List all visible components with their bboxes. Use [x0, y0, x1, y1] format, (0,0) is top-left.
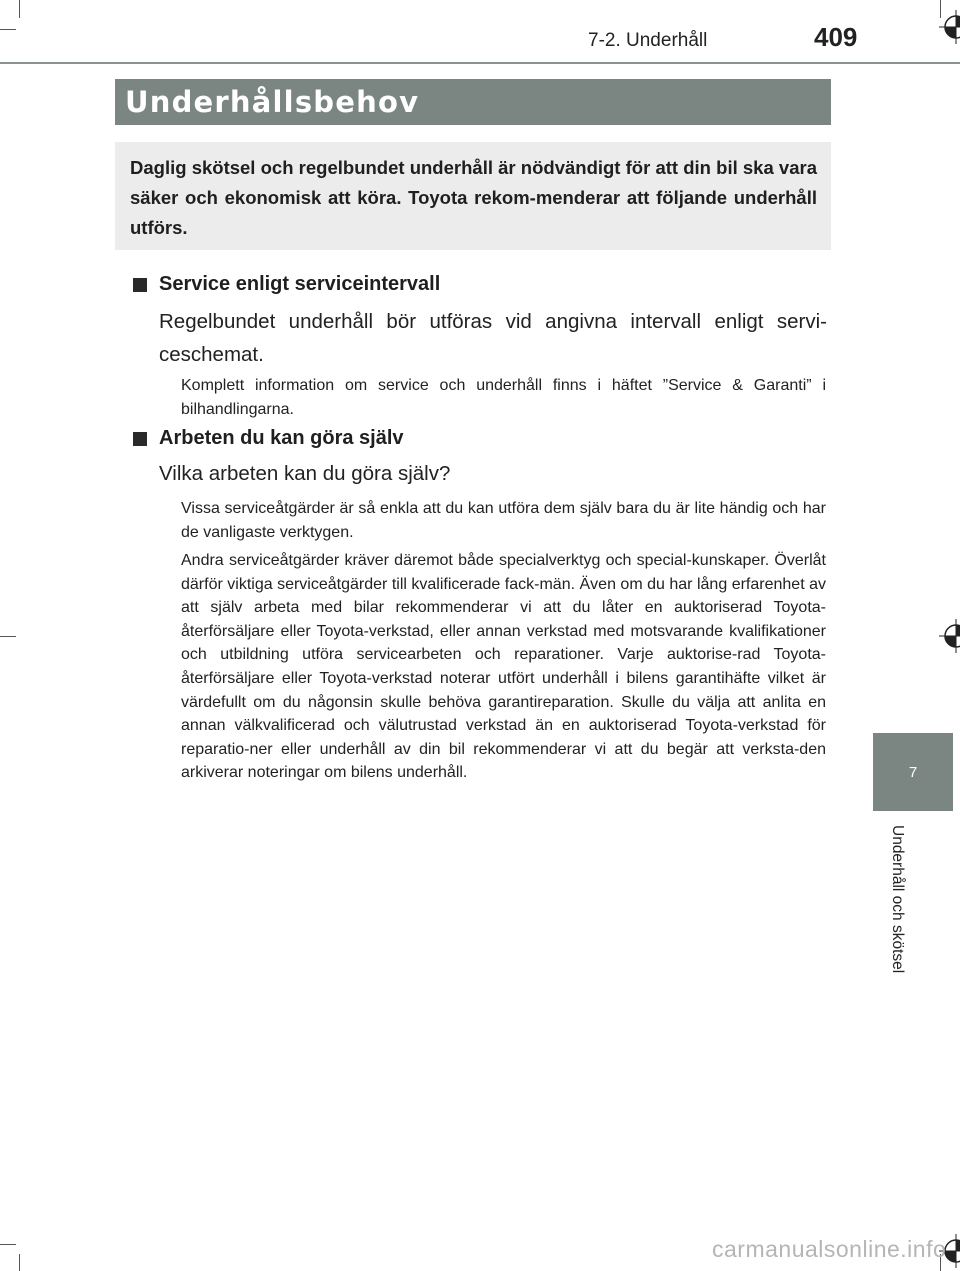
registration-mark-icon	[939, 619, 960, 653]
header-divider	[0, 62, 960, 64]
crop-mark	[19, 1254, 20, 1271]
body-paragraph: Komplett information om service och underhåll finns i häftet ”Service & Garanti” i bilhandlingarna.	[181, 377, 826, 418]
chapter-tab-number: 7	[908, 763, 918, 781]
registration-mark-icon	[939, 10, 960, 44]
body-paragraph: Andra serviceåtgärder kräver däremot både specialverktyg och special-kunskaper. Överlåt därför viktiga serviceåtgärder till kvalificerade fack-män. Även om du har lång erfarenhet av att själv arbeta med bilar rekommenderar vi att du låter en auktoriserad Toyota-återförsäljare eller Toyota-verkstad, eller annan verkstad med motsvarande kvalifikationer och utbildning utföra servicearbeten och reparationer. Varje auktorise-rad Toyota-återförsäljare eller Toyota-verkstad noterar utfört underhåll i bilens garantihäfte vilket är värdefullt om du någonsin skulle behöva garantireparation. Skulle du välja att anlita en annan välkvalificerad och välutrustad verkstad än en auktoriserad Toyota-verkstad för reparatio-ner eller underhåll av din bil rekommenderar vi att du begär att verksta-den arkiverar noteringar om bilens underhåll.	[181, 552, 826, 782]
body-paragraph: Vissa serviceåtgärder är så enkla att du kan utföra dem själv bara du är lite händig och har de vanligaste verktygen.	[181, 500, 826, 541]
chapter-tab	[873, 733, 953, 811]
square-bullet-icon	[133, 432, 147, 446]
section-heading	[133, 427, 404, 450]
crop-mark	[0, 636, 16, 637]
section-heading	[133, 273, 440, 296]
crop-mark	[0, 1244, 16, 1245]
section-heading-text: Arbeten du kan göra själv	[159, 427, 404, 449]
section-heading-text: Service enligt serviceintervall	[159, 273, 441, 295]
chapter-tab-label: Underhåll och skötsel	[889, 825, 906, 974]
section-lead: Vilka arbeten kan du göra själv?	[159, 462, 451, 485]
crop-mark	[0, 29, 16, 30]
section-lead: Regelbundet underhåll bör utföras vid angivna intervall enligt servi-ceschemat.	[159, 310, 827, 366]
intro-text: Daglig skötsel och regelbundet underhåll är nödvändigt för att din bil ska vara säker och ekonomisk att köra. Toyota rekom-menderar att följande underhåll utförs.	[130, 157, 817, 238]
title-banner	[115, 79, 831, 125]
square-bullet-icon	[133, 278, 147, 292]
page-title: Underhållsbehov	[125, 85, 420, 119]
chapter-reference: 7-2. Underhåll	[588, 30, 708, 51]
crop-mark	[19, 0, 20, 18]
watermark: carmanualsonline.info	[712, 1236, 947, 1262]
page-number: 409	[814, 22, 858, 52]
intro-box	[115, 142, 831, 250]
